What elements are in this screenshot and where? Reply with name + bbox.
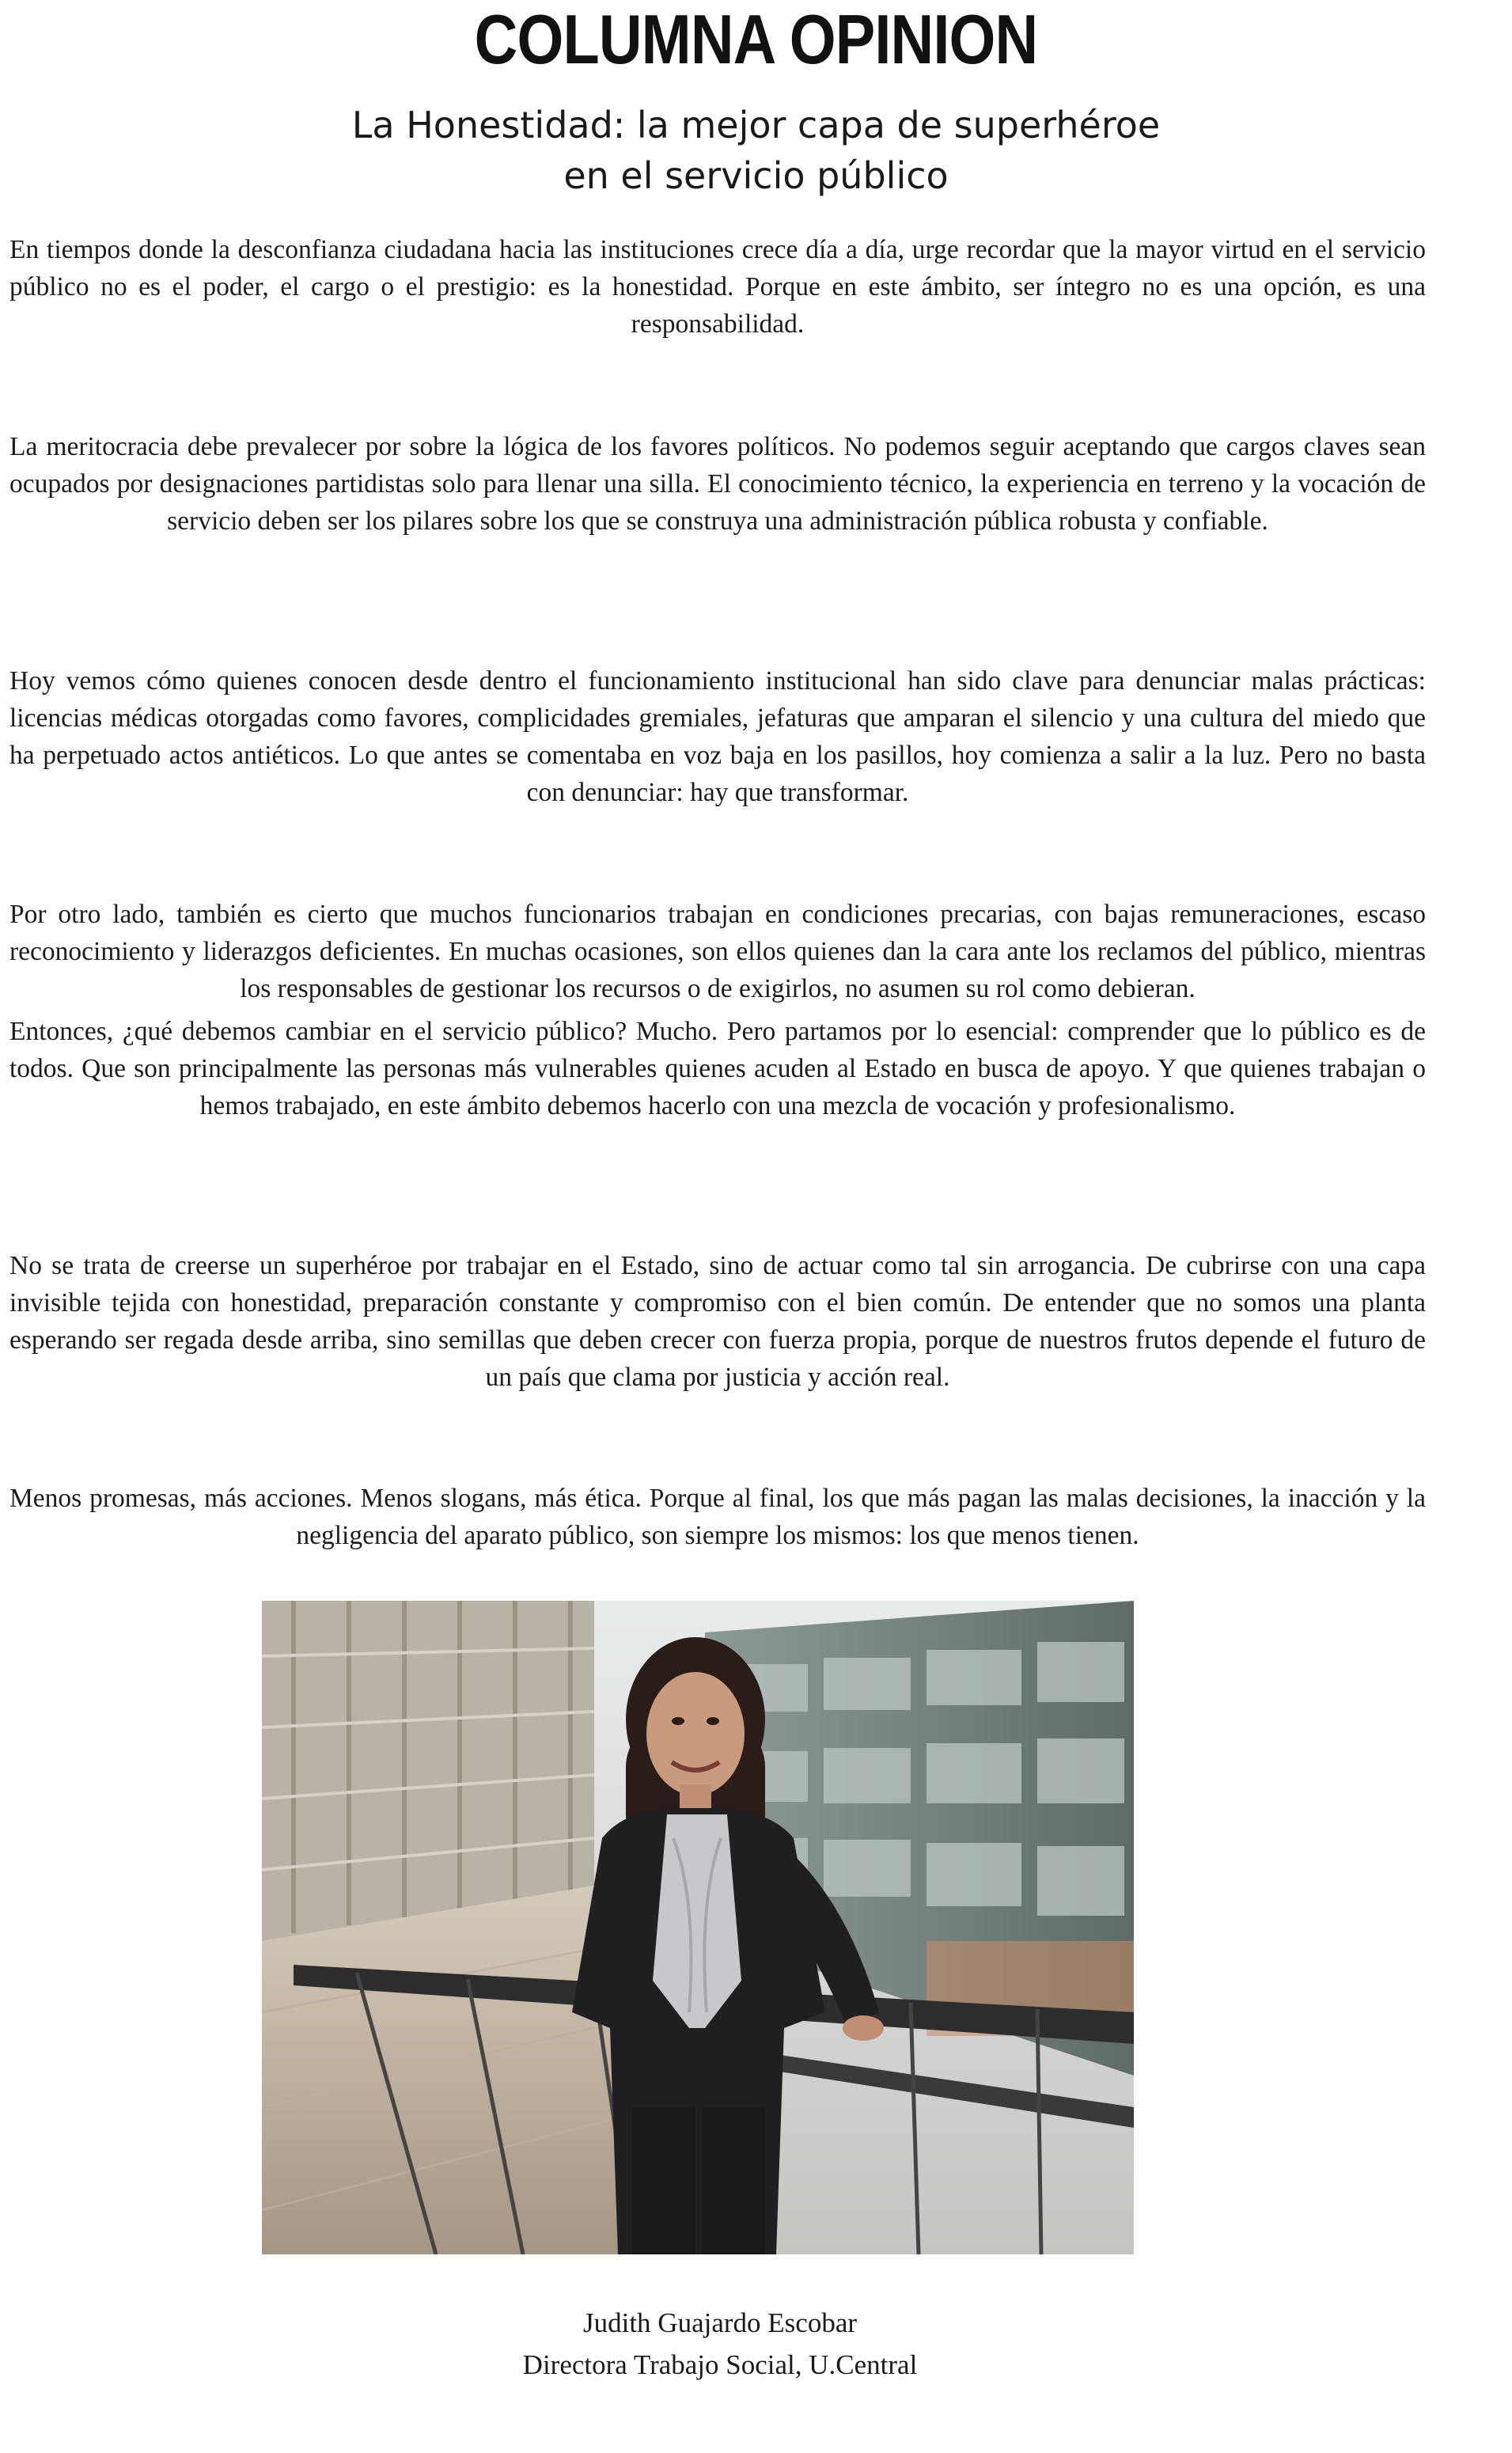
article-paragraph-5: Entonces, ¿qué debemos cambiar en el servicio público? Mucho. Pero partamos por lo esencial: comprender que lo público es de todos. Que son principalmente las personas más vulnerables quienes acuden al Estado en busca de apoyo. Y que quienes trabajan o hemos trabajado, en este ámbito debemos hacerlo con una mezcla de vocación y profesionalismo. (9, 1017, 1426, 1120)
author-role: Directora Trabajo Social, U.Central (522, 2349, 918, 2380)
page-title: COLUMNA OPINION (474, 0, 1038, 78)
subtitle-line-2: en el servicio público (563, 154, 949, 197)
article-paragraph-2: La meritocracia debe prevalecer por sobre la lógica de los favores políticos. No podemos seguir aceptando que cargos claves sean ocupados por designaciones partidistas solo para llenar una silla. El conocimiento técnico, la experiencia en terreno y la vocación de servicio deben ser los pilares sobre los que se construya una administración pública robusta y confiable. (9, 432, 1426, 536)
article-paragraph-1: En tiempos donde la desconfianza ciudadana hacia las instituciones crece día a día, urge recordar que la mayor virtud en el servicio público no es el poder, el cargo o el prestigio: es la honestidad. Porque en este ámbito, ser íntegro no es una opción, es una responsabilidad. (9, 235, 1426, 339)
author-photo (262, 1601, 1134, 2254)
article-paragraph-6: No se trata de creerse un superhéroe por trabajar en el Estado, sino de actuar como tal sin arrogancia. De cubrirse con una capa invisible tejida con honestidad, preparación constante y compromiso con el bien común. De entender que no somos una planta esperando ser regada desde arriba, sino semillas que deben crecer con fuerza propia, porque de nuestros frutos depende el futuro de un país que clama por justicia y acción real. (9, 1251, 1426, 1392)
article-paragraph-4: Por otro lado, también es cierto que muchos funcionarios trabajan en condiciones precarias, con bajas remuneraciones, escaso reconocimiento y liderazgos deficientes. En muchas ocasiones, son ellos quienes dan la cara ante los reclamos del público, mientras los responsables de gestionar los recursos o de exigirlos, no asumen su rol como debieran. (9, 900, 1426, 1003)
article-paragraph-3: Hoy vemos cómo quienes conocen desde dentro el funcionamiento institucional han sido clave para denunciar malas prácticas: licencias médicas otorgadas como favores, complicidades gremiales, jefaturas que amparan el silencio y una cultura del miedo que ha perpetuado actos antiéticos. Lo que antes se comentaba en voz baja en los pasillos, hoy comienza a salir a la luz. Pero no basta con denunciar: hay que transformar. (9, 666, 1426, 807)
subtitle-line-1: La Honestidad: la mejor capa de superhéroe (351, 104, 1161, 146)
author-name: Judith Guajardo Escobar (582, 2307, 858, 2338)
article-paragraph-7: Menos promesas, más acciones. Menos slogans, más ética. Porque al final, los que más pagan las malas decisiones, la inacción y la negligencia del aparato público, son siempre los mismos: los que menos tienen. (9, 1484, 1426, 1550)
article-subtitle (0, 100, 1512, 201)
